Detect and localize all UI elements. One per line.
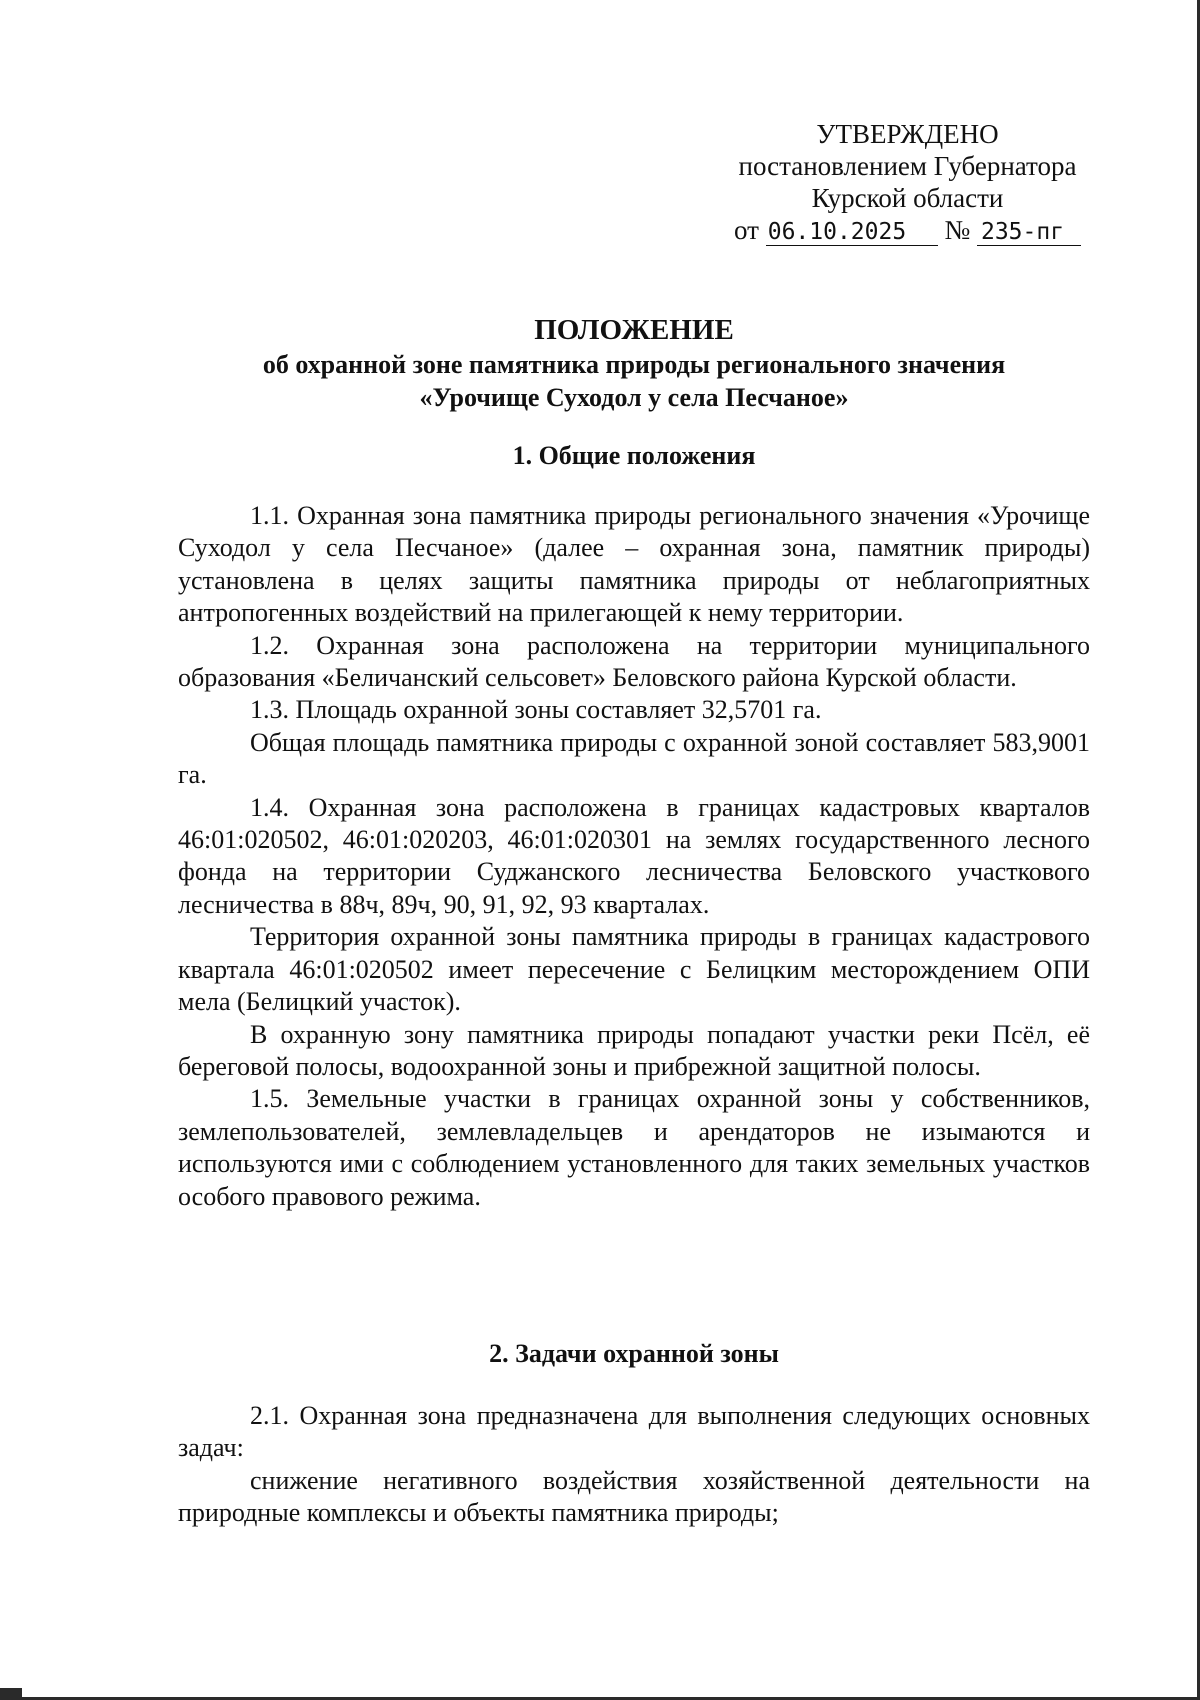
paragraph-1-3: 1.3. Площадь охранной зоны составляет 32,5701 га. [250,695,822,725]
scan-mark [0,1688,22,1698]
paragraph-1-3-total-area: Общая площадь памятника природы с охранной зоной составляет 583,9001 га. [178,727,1090,790]
paragraph-1-4-intersection: Территория охранной зоны памятника природы в границах кадастрового квартала 46:01:020502 имеет пересечение с Белицким месторождением ОПИ мела (Белицкий участок). [178,922,1090,1017]
paragraph-1-4: 1.4. Охранная зона расположена в границах кадастровых кварталов 46:01:020502, 46:01:020203, 46:01:020301 на землях государственного лесного фонда на территории Суджанского лесничества Беловского участкового лесничества в 88ч, 89ч, 90, 91, 92, 93 кварталах. [178,792,1090,919]
section-2-heading: 2. Задачи охранной зоны [489,1339,779,1368]
approval-date-prefix: от [734,215,759,245]
approval-date: 06.10.2025 [766,219,938,246]
approval-region-line: Курской области [811,183,1004,213]
section-2-body [178,1400,1090,1530]
approval-number: 235-пг [977,219,1081,246]
approval-heading: УТВЕРЖДЕНО [816,119,999,149]
document-title-block [178,312,1090,414]
approval-number-prefix: № [944,215,971,245]
paragraph-2-1: 2.1. Охранная зона предназначена для выполнения следующих основных задач: [178,1401,1090,1463]
paragraph-2-1-task-1: снижение негативного воздействия хозяйственной деятельности на природные комплексы и объекты памятника природы; [178,1465,1090,1528]
approval-stamp-block [720,118,1095,246]
approval-by-line: постановлением Губернатора [738,151,1077,181]
document-subtitle-line-2: «Урочище Суходол у села Песчаное» [419,383,849,412]
section-1-heading: 1. Общие положения [512,441,756,470]
document-subtitle-line-1: об охранной зоне памятника природы регионального значения [262,350,1006,379]
paragraph-1-4-river: В охранную зону памятника природы попадают участки реки Псёл, её береговой полосы, водоохранной зоны и прибрежной защитной полосы. [178,1019,1090,1081]
paragraph-1-2: 1.2. Охранная зона расположена на территории муниципального образования «Беличанский сельсовет» Беловского района Курской области. [178,630,1090,693]
document-title: ПОЛОЖЕНИЕ [534,314,734,346]
section-1-body [178,500,1090,1213]
approval-date-number-line [720,214,1095,246]
paragraph-1-5: 1.5. Земельные участки в границах охранной зоны у собственников, землепользователей, землевладельцев и арендаторов не изымаются и используются ими с соблюдением установленного для таких земельных участков особого правового режима. [178,1084,1090,1211]
paragraph-1-1: 1.1. Охранная зона памятника природы регионального значения «Урочище Суходол у села Песчаное» (далее – охранная зона, памятник природы) установлена в целях защиты памятника природы от неблагоприятных антропогенных воздействий на прилегающей к нему территории. [178,501,1090,628]
